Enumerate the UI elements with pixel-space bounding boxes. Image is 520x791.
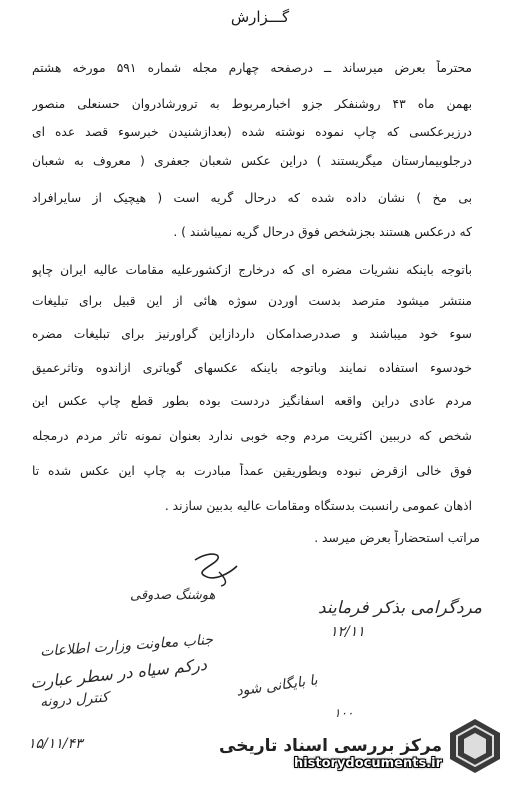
body-line: شخص که درببین اکثریت مردم وجه خوبی ندارد بعنوان نمونه تاثر مردم درمجله — [32, 429, 472, 443]
signature-scribble-icon — [185, 548, 245, 588]
watermark-title: مرکز بررسی اسناد تاریخی — [219, 736, 442, 756]
body-line: اذهان عمومی رانسبت بدستگاه ومقامات عالیه بدبین سازند . — [164, 499, 472, 513]
body-line: که درعکس هستند بجزشخص فوق درحال گریه نمیباشند ) . — [173, 225, 472, 239]
handwritten-date-left: ۱۵/۱۱/۴۳ — [28, 736, 83, 752]
body-line: سوء خود میباشند و صددرصدامکان داردازاین گراورنیز برای تبلیغات مضره — [32, 327, 472, 341]
handwritten-note-mid: با بایگانی شود — [235, 672, 319, 700]
body-line: باتوجه باینکه نشریات مضره ای که درخارج ازکشورعلیه مقامات عالیه ایران چاپو — [32, 263, 472, 277]
handwritten-note-left: درکم سیاه در سطر عبارت — [29, 654, 208, 693]
page-title: گـــزارش — [230, 8, 290, 26]
signature-name: هوشنگ صدوقی — [130, 588, 216, 603]
body-line: بی مخ ) نشان داده شده که درحال گریه است ( هیچیک از سایرافراد — [32, 191, 472, 205]
body-line: درجلوبیمارستان میگریستند ) دراین عکس شعبان جعفری ( معروف به شعبان — [32, 154, 472, 168]
body-line: منتشر میشود مترصد بدست اوردن سوژه هائی از این قبیل برای تبلیغات — [32, 294, 472, 308]
archive-logo-icon — [446, 717, 504, 775]
body-line: مردم عادی دراین واقعه اسفانگیز دردست بوده بطور قطع چاپ عکس این — [32, 394, 472, 408]
body-line: فوق خالی ازقرض نبوده وبطوریقین عمداً مبادرت به چاپ این عکس شده تا — [32, 464, 472, 478]
body-line: بهمن ماه ۴۳ روشنفکر جزو اخبارمربوط به ترورشادروان حسنعلی منصور — [32, 97, 472, 111]
watermark — [219, 736, 442, 771]
handwritten-date-right: ۱۲/۱۱ — [330, 624, 365, 640]
body-line: خودسوء استفاده نمایند وباتوجه باینکه عکسهای گویاتری ازاندوه وتاثرعمیق — [32, 361, 472, 375]
closing-line: مراتب استحضاراً بعرض میرسد . — [314, 531, 480, 545]
handwritten-number-mid: ۱۰۰ — [334, 706, 354, 720]
handwritten-note-right: مردگرامی بذکر فرمایند — [318, 598, 483, 618]
watermark-url: historydocuments.ir — [293, 756, 442, 771]
handwritten-note-left: جناب معاونت وزارت اطلاعات — [39, 631, 214, 661]
body-line: محترماً بعرض میرساند ــ درصفحه چهارم مجله شماره ۵۹۱ مورخه هشتم — [32, 61, 472, 75]
handwritten-note-left: کنترل درونه — [39, 689, 110, 711]
body-line: درزیرعکسی که چاپ نموده نوشته شده (بعدازشنیدن خبرسوء قصد عده ای — [32, 125, 472, 139]
